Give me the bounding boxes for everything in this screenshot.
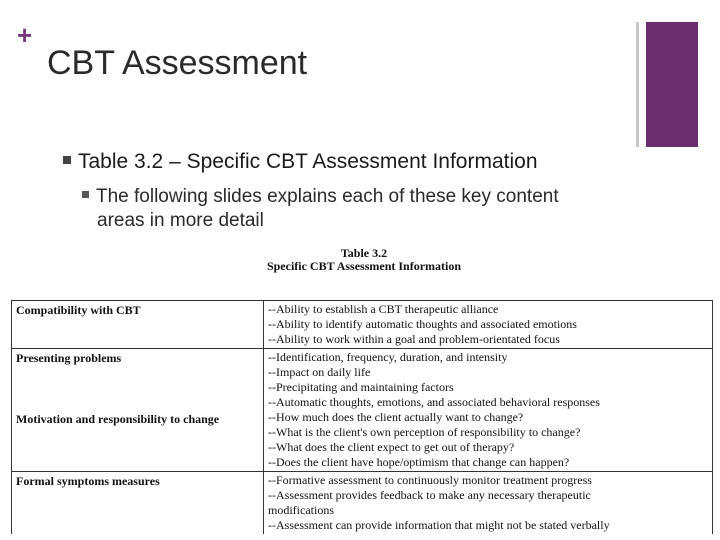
row-item: --Assessment can provide information that might not be stated verbally (268, 518, 610, 532)
row-label: Presenting problems (16, 351, 122, 365)
row-items (264, 349, 712, 471)
row-label-group (12, 349, 264, 471)
row-item: --What is the client's own perception of responsibility to change? (268, 425, 581, 439)
row-label: Compatibility with CBT (12, 301, 264, 348)
row-item: --Impact on daily life (268, 365, 371, 379)
table-subtitle: Specific CBT Assessment Information (266, 259, 462, 273)
bullet-level2-line2: areas in more detail (97, 210, 264, 231)
row-label: Motivation and responsibility to change (16, 412, 220, 426)
row-item: --Assessment provides feedback to make any necessary therapeutic (268, 488, 591, 502)
table-row (12, 301, 712, 349)
row-item: --What does the client expect to get out of therapy? (268, 440, 515, 454)
row-item: --Identification, frequency, duration, and intensity (268, 350, 508, 364)
table-row (12, 349, 712, 472)
row-item: --Precipitating and maintaining factors (268, 380, 454, 394)
row-item: --How much does the client actually want to change? (268, 410, 524, 424)
decor-thin-bar (636, 22, 639, 147)
slide-plus-mark: + (17, 20, 33, 50)
decor-accent-block (646, 22, 698, 147)
row-item: --Ability to identify automatic thoughts and associated emotions (268, 317, 577, 331)
table-3-2 (11, 240, 717, 530)
table-row (12, 472, 712, 534)
bullet-level1 (63, 150, 538, 174)
table-title: Table 3.2 (340, 246, 388, 260)
bullet-level2 (82, 185, 642, 233)
row-item: modifications (268, 503, 334, 517)
row-items (264, 301, 712, 348)
bullet-level2-line1: The following slides explains each of these key content (96, 186, 559, 207)
table-grid (11, 300, 713, 534)
bullet-level1-text: Table 3.2 – Specific CBT Assessment Information (78, 150, 538, 173)
row-item: --Ability to work within a goal and problem-orientated focus (268, 332, 560, 346)
row-label: Formal symptoms measures (12, 472, 264, 534)
row-item: --Ability to establish a CBT therapeutic alliance (268, 302, 499, 316)
row-item: --Formative assessment to continuously monitor treatment progress (268, 473, 592, 487)
bullet-square-icon (63, 156, 71, 164)
row-items (264, 472, 712, 534)
row-item: --Does the client have hope/optimism that change can happen? (268, 455, 570, 469)
row-item: --Automatic thoughts, emotions, and associated behavioral responses (268, 395, 600, 409)
bullet-square-icon (82, 191, 89, 198)
slide-title: CBT Assessment (47, 44, 308, 82)
